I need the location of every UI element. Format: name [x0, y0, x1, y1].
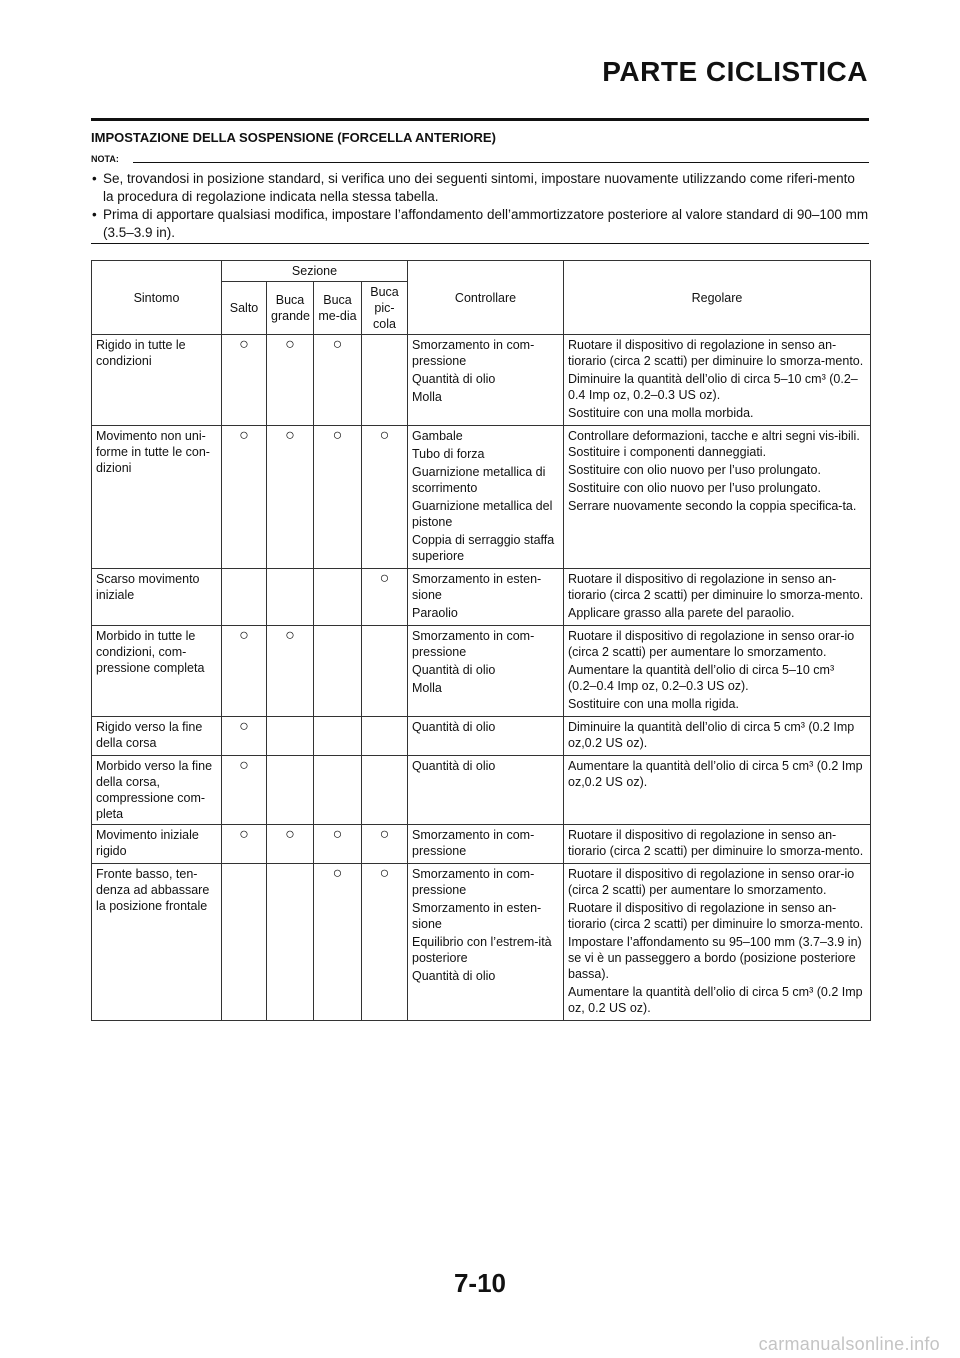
header-controllare: Controllare: [408, 261, 564, 335]
mark-salto: [222, 717, 267, 756]
check-item: Quantità di olio: [412, 759, 496, 773]
table-row: [92, 756, 871, 825]
check-cell: [408, 426, 564, 569]
mark-salto: [222, 335, 267, 426]
header-buca-piccola: Buca pic-cola: [362, 282, 408, 335]
header-sezione: Sezione: [222, 261, 408, 282]
adjust-item: Aumentare la quantità dell’olio di circa 5–10 cm³ (0.2–0.4 Imp oz, 0.2–0.3 US oz).: [568, 663, 835, 693]
circle-mark-icon: ○: [332, 826, 343, 843]
header-buca-media: Buca me-dia: [314, 282, 362, 335]
nota-end-rule: [91, 243, 869, 244]
nota-label: NOTA:: [91, 154, 119, 164]
check-item: Smorzamento in com-pressione: [412, 338, 535, 368]
circle-mark-icon: ○: [379, 826, 390, 843]
table-row: [92, 626, 871, 717]
adjust-cell: [564, 756, 871, 825]
mark-buca-grande: [267, 825, 314, 864]
adjust-cell: [564, 717, 871, 756]
mark-buca-media: [314, 426, 362, 569]
symptom-cell: Fronte basso, ten-denza ad abbassare la posizione frontale: [92, 864, 222, 1021]
check-item: Molla: [412, 681, 442, 695]
circle-mark-icon: ○: [239, 627, 249, 644]
table-row: [92, 717, 871, 756]
mark-buca-grande: [267, 717, 314, 756]
check-cell: [408, 335, 564, 426]
mark-buca-piccola: [362, 825, 408, 864]
adjust-item: Ruotare il dispositivo di regolazione in senso orar-io (circa 2 scatti) per aumentare lo smorzamento.: [568, 629, 855, 659]
circle-mark-icon: ○: [285, 826, 295, 843]
adjust-item: Sostituire con olio nuovo per l’uso prolungato.: [568, 463, 821, 477]
table-body: [92, 335, 871, 1021]
check-cell: [408, 569, 564, 626]
nota-divider: [133, 162, 869, 163]
nota-bullet: • Prima di apportare qualsiasi modifica, impostare l’affondamento dell’ammortizzatore posteriore al valore standard di 90–100 mm (3.5–3.9 in).: [91, 206, 869, 242]
mark-salto: [222, 825, 267, 864]
adjust-item: Sostituire con una molla rigida.: [568, 697, 739, 711]
check-item: Paraolio: [412, 606, 458, 620]
check-item: Smorzamento in com-pressione: [412, 828, 535, 858]
table-row: [92, 825, 871, 864]
symptom-cell: Rigido verso la fine della corsa: [92, 717, 222, 756]
table-header-row: [92, 261, 871, 282]
adjust-item: Aumentare la quantità dell’olio di circa 5 cm³ (0.2 Imp oz,0.2 US oz).: [568, 759, 863, 789]
mark-buca-media: [314, 825, 362, 864]
circle-mark-icon: ○: [379, 570, 390, 587]
table-row: [92, 864, 871, 1021]
mark-buca-piccola: [362, 864, 408, 1021]
circle-mark-icon: ○: [332, 427, 343, 444]
mark-buca-piccola: [362, 717, 408, 756]
section-title: IMPOSTAZIONE DELLA SOSPENSIONE (FORCELLA ANTERIORE): [91, 130, 496, 145]
check-item: Quantità di olio: [412, 720, 496, 734]
check-item: Coppia di serraggio staffa superiore: [412, 533, 555, 563]
check-item: Smorzamento in com-pressione: [412, 867, 535, 897]
mark-buca-media: [314, 864, 362, 1021]
adjust-item: Sostituire con una molla morbida.: [568, 406, 754, 420]
adjust-item: Ruotare il dispositivo di regolazione in senso an-tiorario (circa 2 scatti) per diminuire lo smorza-mento.: [568, 828, 864, 858]
mark-buca-grande: [267, 569, 314, 626]
adjust-cell: [564, 825, 871, 864]
mark-salto: [222, 756, 267, 825]
check-item: Gambale: [412, 429, 463, 443]
symptom-cell: Rigido in tutte le condizioni: [92, 335, 222, 426]
check-cell: [408, 626, 564, 717]
circle-mark-icon: ○: [332, 336, 343, 353]
circle-mark-icon: ○: [332, 865, 343, 882]
mark-buca-grande: [267, 864, 314, 1021]
adjust-item: Ruotare il dispositivo di regolazione in senso an-tiorario (circa 2 scatti) per diminuire lo smorza-mento.: [568, 901, 864, 931]
adjust-item: Ruotare il dispositivo di regolazione in senso an-tiorario (circa 2 scatti) per diminuire lo smorza-mento.: [568, 338, 864, 368]
nota-row: [91, 154, 869, 166]
mark-buca-piccola: [362, 626, 408, 717]
adjust-item: Ruotare il dispositivo di regolazione in senso orar-io (circa 2 scatti) per aumentare lo smorzamento.: [568, 867, 855, 897]
mark-buca-media: [314, 626, 362, 717]
suspension-settings-table: [91, 260, 871, 1021]
mark-salto: [222, 626, 267, 717]
adjust-cell: [564, 335, 871, 426]
check-item: Smorzamento in esten-sione: [412, 572, 542, 602]
adjust-cell: [564, 864, 871, 1021]
check-item: Quantità di olio: [412, 372, 496, 386]
check-cell: [408, 825, 564, 864]
adjust-item: Ruotare il dispositivo di regolazione in senso an-tiorario (circa 2 scatti) per diminuire lo smorza-mento.: [568, 572, 864, 602]
adjust-item: Diminuire la quantità dell’olio di circa 5–10 cm³ (0.2–0.4 Imp oz, 0.2–0.3 US oz).: [568, 372, 858, 402]
check-item: Molla: [412, 390, 442, 404]
check-item: Quantità di olio: [412, 663, 496, 677]
header-rule: [91, 118, 869, 121]
mark-salto: [222, 426, 267, 569]
mark-salto: [222, 569, 267, 626]
adjust-item: Serrare nuovamente secondo la coppia specifica-ta.: [568, 499, 857, 513]
circle-mark-icon: ○: [379, 865, 390, 882]
mark-buca-grande: [267, 426, 314, 569]
adjust-item: Diminuire la quantità dell’olio di circa 5 cm³ (0.2 Imp oz,0.2 US oz).: [568, 720, 855, 750]
header-regolare: Regolare: [564, 261, 871, 335]
symptom-cell: Movimento iniziale rigido: [92, 825, 222, 864]
symptom-cell: Scarso movimento iniziale: [92, 569, 222, 626]
check-item: Smorzamento in esten-sione: [412, 901, 542, 931]
symptom-cell: Morbido verso la fine della corsa, compressione com-pleta: [92, 756, 222, 825]
symptom-cell: Morbido in tutte le condizioni, com-pressione completa: [92, 626, 222, 717]
mark-buca-media: [314, 756, 362, 825]
mark-buca-piccola: [362, 426, 408, 569]
adjust-item: Aumentare la quantità dell’olio di circa 5 cm³ (0.2 Imp oz, 0.2 US oz).: [568, 985, 863, 1015]
page-header-title: PARTE CICLISTICA: [602, 56, 868, 87]
circle-mark-icon: ○: [239, 826, 249, 843]
adjust-item: Impostare l’affondamento su 95–100 mm (3.7–3.9 in) se vi è un passeggero a bordo (posizione posteriore bassa).: [568, 935, 862, 981]
mark-buca-media: [314, 569, 362, 626]
circle-mark-icon: ○: [285, 427, 295, 444]
check-item: Equilibrio con l’estrem-ità posteriore: [412, 935, 552, 965]
check-item: Tubo di forza: [412, 447, 485, 461]
mark-salto: [222, 864, 267, 1021]
header-buca-grande: Buca grande: [267, 282, 314, 335]
adjust-cell: [564, 626, 871, 717]
mark-buca-piccola: [362, 569, 408, 626]
watermark: carmanualsonline.info: [758, 1334, 940, 1354]
table-row: [92, 569, 871, 626]
circle-mark-icon: ○: [239, 718, 249, 735]
page-number: 7-10: [453, 1268, 507, 1298]
mark-buca-grande: [267, 756, 314, 825]
header-sintomo: Sintomo: [92, 261, 222, 335]
adjust-item: Sostituire con olio nuovo per l’uso prolungato.: [568, 481, 821, 495]
check-cell: [408, 864, 564, 1021]
check-item: Guarnizione metallica di scorrimento: [412, 465, 546, 495]
check-cell: [408, 717, 564, 756]
header-salto: Salto: [222, 282, 267, 335]
adjust-item: Applicare grasso alla parete del paraolio.: [568, 606, 795, 620]
adjust-cell: [564, 569, 871, 626]
circle-mark-icon: ○: [285, 627, 295, 644]
check-item: Guarnizione metallica del pistone: [412, 499, 553, 529]
circle-mark-icon: ○: [239, 427, 249, 444]
symptom-cell: Movimento non uni-forme in tutte le con-dizioni: [92, 426, 222, 569]
check-cell: [408, 756, 564, 825]
nota-bullet: • Se, trovandosi in posizione standard, si verifica uno dei seguenti sintomi, impostare nuovamente utilizzando come riferi-mento la procedura di regolazione indicata nella stessa tabella.: [91, 170, 869, 206]
circle-mark-icon: ○: [379, 427, 390, 444]
mark-buca-media: [314, 335, 362, 426]
adjust-item: Controllare deformazioni, tacche e altri segni vis-ibili. Sostituire i componenti danneggiati.: [568, 429, 860, 459]
circle-mark-icon: ○: [285, 336, 295, 353]
circle-mark-icon: ○: [239, 336, 249, 353]
check-item: Smorzamento in com-pressione: [412, 629, 535, 659]
mark-buca-grande: [267, 626, 314, 717]
circle-mark-icon: ○: [239, 757, 249, 774]
table-row: [92, 335, 871, 426]
check-item: Quantità di olio: [412, 969, 496, 983]
mark-buca-grande: [267, 335, 314, 426]
mark-buca-piccola: [362, 335, 408, 426]
nota-bullets: [91, 170, 869, 242]
mark-buca-media: [314, 717, 362, 756]
mark-buca-piccola: [362, 756, 408, 825]
table-row: [92, 426, 871, 569]
adjust-cell: [564, 426, 871, 569]
